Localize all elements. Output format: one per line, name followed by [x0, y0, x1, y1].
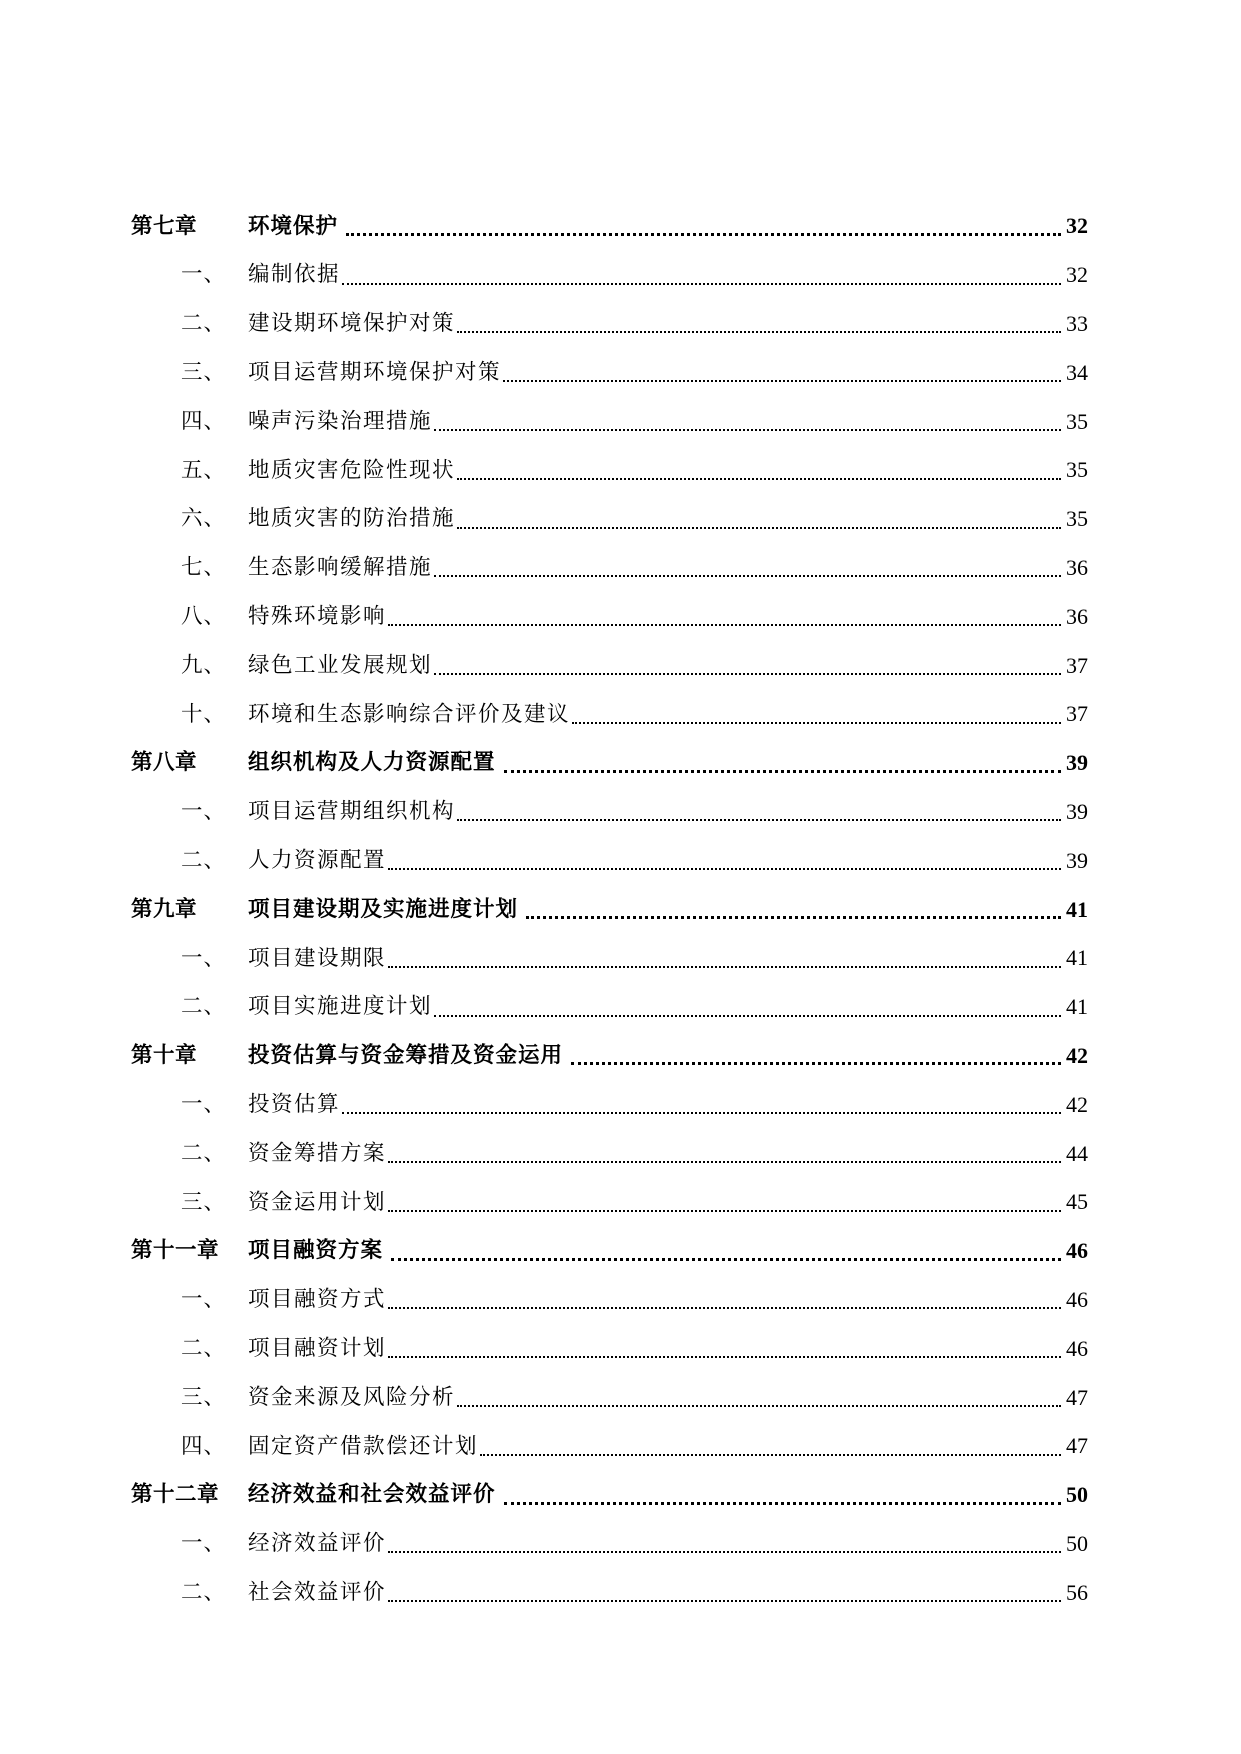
toc-section-entry[interactable] [131, 1324, 1088, 1373]
dot-leader [388, 1356, 1061, 1358]
chapter-title: 环境保护 [248, 213, 339, 239]
dot-leader [388, 624, 1061, 626]
toc-section-entry[interactable] [131, 300, 1088, 349]
section-title: 投资估算 [248, 1091, 341, 1117]
toc-section-entry[interactable] [131, 1568, 1088, 1617]
toc-section-entry[interactable] [131, 690, 1088, 739]
toc-section-entry[interactable] [131, 1520, 1088, 1569]
dot-leader [388, 1161, 1061, 1163]
page-number: 46 [1066, 1286, 1088, 1312]
chapter-number: 第七章 [131, 213, 198, 239]
page-number: 56 [1066, 1579, 1088, 1605]
page-number: 46 [1066, 1238, 1088, 1264]
page-number: 47 [1066, 1433, 1088, 1459]
chapter-number: 第十章 [131, 1043, 198, 1069]
page-number: 41 [1066, 896, 1088, 922]
toc-section-entry[interactable] [131, 1080, 1088, 1129]
section-number: 九、 [181, 652, 227, 678]
section-number: 一、 [181, 262, 227, 288]
section-title: 生态影响缓解措施 [248, 555, 433, 581]
toc-chapter-entry[interactable] [131, 1471, 1088, 1520]
dot-leader [391, 1258, 1061, 1261]
dot-leader [346, 233, 1061, 236]
section-number: 六、 [181, 506, 227, 532]
dot-leader [457, 331, 1061, 333]
section-number: 三、 [181, 1189, 227, 1215]
dot-leader [504, 1502, 1061, 1505]
toc-section-entry[interactable] [131, 544, 1088, 593]
section-title: 固定资产借款偿还计划 [248, 1433, 479, 1459]
section-number: 二、 [181, 994, 227, 1020]
page-number: 32 [1066, 213, 1088, 239]
section-title: 经济效益评价 [248, 1531, 387, 1557]
page-number: 36 [1066, 603, 1088, 629]
page-number: 41 [1066, 945, 1088, 971]
section-title: 资金运用计划 [248, 1189, 387, 1215]
dot-leader [526, 916, 1061, 919]
dot-leader [342, 283, 1061, 285]
dot-leader [434, 673, 1061, 675]
section-number: 四、 [181, 1433, 227, 1459]
section-title: 项目融资计划 [248, 1335, 387, 1361]
section-title: 特殊环境影响 [248, 604, 387, 630]
section-number: 二、 [181, 1335, 227, 1361]
toc-section-entry[interactable] [131, 1422, 1088, 1471]
section-title: 编制依据 [248, 262, 341, 288]
section-title: 绿色工业发展规划 [248, 652, 433, 678]
section-number: 一、 [181, 1287, 227, 1313]
section-number: 二、 [181, 1140, 227, 1166]
section-title: 资金来源及风险分析 [248, 1384, 456, 1410]
section-number: 一、 [181, 799, 227, 825]
page-number: 39 [1066, 750, 1088, 776]
section-number: 一、 [181, 1091, 227, 1117]
section-title: 项目实施进度计划 [248, 994, 433, 1020]
page-number: 32 [1066, 262, 1088, 288]
chapter-number: 第八章 [131, 750, 198, 776]
section-title: 项目融资方式 [248, 1287, 387, 1313]
section-number: 二、 [181, 848, 227, 873]
page-number: 39 [1066, 798, 1088, 824]
section-number: 二、 [181, 311, 227, 337]
page-number: 45 [1066, 1189, 1088, 1215]
toc-section-entry[interactable] [131, 495, 1088, 544]
section-title: 社会效益评价 [248, 1579, 387, 1605]
page-number: 35 [1066, 408, 1088, 434]
chapter-title: 项目建设期及实施进度计划 [248, 896, 519, 922]
section-number: 一、 [181, 1531, 227, 1557]
section-title: 地质灾害危险性现状 [248, 457, 456, 483]
section-number: 五、 [181, 457, 227, 483]
section-title: 环境和生态影响综合评价及建议 [248, 701, 571, 727]
page-number: 41 [1066, 994, 1088, 1020]
dot-leader [434, 575, 1061, 577]
page-number: 37 [1066, 701, 1088, 727]
dot-leader [457, 1405, 1061, 1407]
section-title: 地质灾害的防治措施 [248, 506, 456, 532]
toc-chapter-entry[interactable] [131, 885, 1088, 934]
dot-leader [571, 1062, 1061, 1065]
dot-leader [388, 1551, 1061, 1553]
section-title: 人力资源配置 [248, 848, 387, 873]
toc-section-entry[interactable] [131, 1276, 1088, 1325]
toc-section-entry[interactable] [131, 641, 1088, 690]
toc-section-entry[interactable] [131, 1129, 1088, 1178]
dot-leader [572, 722, 1061, 724]
page-number: 47 [1066, 1384, 1088, 1410]
page-number: 35 [1066, 457, 1088, 483]
toc-section-entry[interactable] [131, 934, 1088, 983]
dot-leader [388, 1600, 1061, 1602]
dot-leader [434, 1015, 1061, 1017]
page-number: 39 [1066, 847, 1088, 873]
section-title: 噪声污染治理措施 [248, 408, 433, 434]
toc-chapter-entry[interactable] [131, 739, 1088, 788]
section-number: 三、 [181, 360, 227, 386]
section-title: 项目建设期限 [248, 945, 387, 971]
toc-section-entry[interactable] [131, 1373, 1088, 1422]
chapter-number: 第十一章 [131, 1238, 220, 1264]
dot-leader [457, 478, 1061, 480]
section-number: 七、 [181, 555, 227, 581]
chapter-number: 第十二章 [131, 1482, 220, 1508]
dot-leader [342, 1112, 1061, 1114]
dot-leader [457, 527, 1061, 529]
toc-section-entry[interactable] [131, 836, 1088, 885]
page-number: 50 [1066, 1482, 1088, 1508]
toc-chapter-entry[interactable] [131, 1032, 1088, 1081]
section-title: 项目运营期组织机构 [248, 799, 456, 825]
toc-chapter-entry[interactable] [131, 202, 1088, 251]
section-number: 四、 [181, 408, 227, 434]
section-number: 十、 [181, 701, 227, 727]
dot-leader [434, 429, 1061, 431]
section-number: 三、 [181, 1384, 227, 1410]
dot-leader [503, 380, 1061, 382]
page-number: 33 [1066, 310, 1088, 336]
section-title: 建设期环境保护对策 [248, 311, 456, 337]
table-of-contents [131, 202, 1088, 1617]
chapter-title: 组织机构及人力资源配置 [248, 750, 496, 776]
dot-leader [457, 819, 1061, 821]
toc-section-entry[interactable] [131, 446, 1088, 495]
toc-section-entry[interactable] [131, 788, 1088, 837]
chapter-title: 项目融资方案 [248, 1238, 384, 1264]
toc-section-entry[interactable] [131, 983, 1088, 1032]
chapter-title: 经济效益和社会效益评价 [248, 1482, 496, 1508]
dot-leader [388, 1307, 1061, 1309]
dot-leader [504, 770, 1061, 773]
chapter-number: 第九章 [131, 896, 198, 922]
page-number: 46 [1066, 1335, 1088, 1361]
dot-leader [480, 1454, 1061, 1456]
page-number: 36 [1066, 554, 1088, 580]
page-number: 37 [1066, 652, 1088, 678]
section-title: 资金筹措方案 [248, 1140, 387, 1166]
dot-leader [388, 966, 1061, 968]
toc-section-entry[interactable] [131, 251, 1088, 300]
page-number: 34 [1066, 359, 1088, 385]
section-number: 二、 [181, 1579, 227, 1605]
chapter-title: 投资估算与资金筹措及资金运用 [248, 1043, 564, 1069]
dot-leader [388, 868, 1061, 870]
page-number: 50 [1066, 1530, 1088, 1556]
toc-chapter-entry[interactable] [131, 1227, 1088, 1276]
page-number: 42 [1066, 1091, 1088, 1117]
page-number: 42 [1066, 1042, 1088, 1068]
section-title: 项目运营期环境保护对策 [248, 360, 502, 386]
toc-section-entry[interactable] [131, 397, 1088, 446]
page-number: 44 [1066, 1140, 1088, 1166]
toc-section-entry[interactable] [131, 1178, 1088, 1227]
section-number: 一、 [181, 945, 227, 971]
dot-leader [388, 1210, 1061, 1212]
section-number: 八、 [181, 604, 227, 630]
toc-section-entry[interactable] [131, 592, 1088, 641]
toc-section-entry[interactable] [131, 348, 1088, 397]
page-number: 35 [1066, 506, 1088, 532]
